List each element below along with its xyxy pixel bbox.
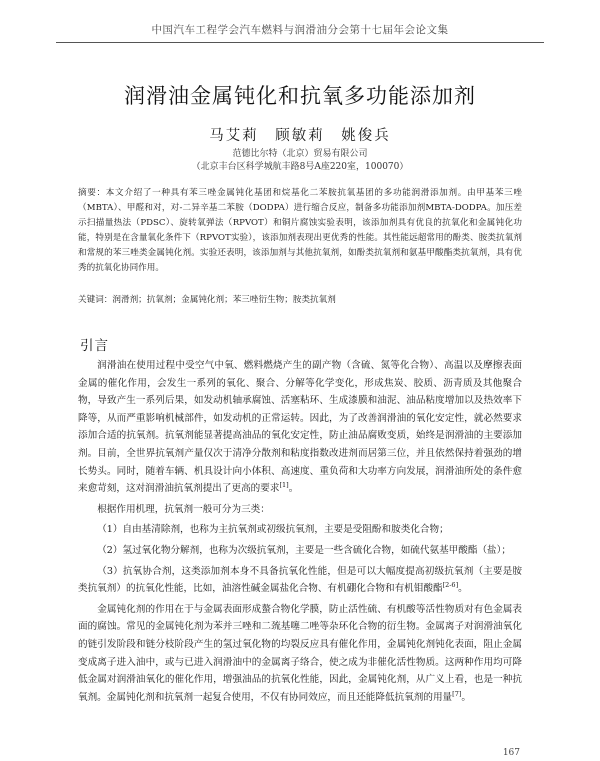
list-item-text: （3）抗氧协合剂，这类添加剂本身不具备抗氧化性能，但是可以大幅度提高初级抗氧剂（主要是胺类抗氧剂）的抗氧化性能，比如，油溶性碱金属盐化合物、有机硼化合物和有机钼酸酯 (78, 565, 522, 595)
paragraph (78, 357, 522, 498)
keywords (78, 293, 522, 305)
paragraph-text: 金属钝化剂的作用在于与金属表面形成螯合物化学膜，防止活性硫、有机酸等活性物质对有色金属表面的腐蚀。常见的金属钝化剂为苯并三唑和二巯基噻二唑等杂环化合物的衍生物。金属离子对润滑油氧化的链引发阶段和链分枝阶段产生的氢过氧化物的均裂反应具有催化作用，金属钝化剂钝化表面，阻止金属变成离子进入油中，或与已进入润滑油中的金属离子络合，使之成为非催化活性物质。这两种作用均可降低金属对润滑油氧化的催化作用，增强油品的抗氧化性能，因此，金属钝化剂，从广义上看，也是一种抗氧剂。金属钝化剂和抗氧剂一起复合使用，不仅有协同效应，而且还能降低抗氧剂的用量 (78, 603, 522, 703)
page-number: 167 (502, 748, 520, 758)
keywords-text: 润滑剂；抗氧剂；金属钝化剂；苯三唑衍生物；胺类抗氧剂 (112, 295, 336, 305)
citation: [1] (279, 480, 289, 489)
section-heading: 引言 (80, 338, 109, 354)
address: （北京丰台区科学城航丰路8号A座220室，100070） (191, 162, 409, 172)
list-item: （2）氢过氧化物分解剂，也称为次级抗氧剂，主要是一些含硫化合物，如硫代氨基甲酸酯（盐）； (97, 544, 512, 556)
header-rule (56, 42, 544, 43)
running-head: 中国汽车工程学会汽车燃料与润滑油分会第十七届年会论文集 (151, 24, 449, 36)
list-item: （1）自由基清除剂，也称为主抗氧剂或初级抗氧剂，主要是受阻酚和胺类化合物； (97, 524, 449, 536)
paper-title: 润滑油金属钝化和抗氧多功能添加剂 (124, 84, 476, 108)
list-item (78, 563, 522, 598)
abstract-text: 本文介绍了一种具有苯三唑金属钝化基团和烷基化二苯胺抗氧基团的多功能润滑添加剂。由甲基苯三唑（MBTA）、甲醛和对，对-二异辛基二苯胺（DODPA）进行缩合反应，制备多功能添加剂MBTA-DODPA。加压差示扫描量热法（PDSC）、旋转氧弹法（RPVOT）和铜片腐蚀实验表明，该添加剂具有优良的抗氧化和金属钝化功能，特别是在含量氧化条件下（RPVOT实验），该添加剂表现出更优秀的性能。其性能远超常用的酚类、胺类抗氧剂和常规的苯三唑类金属钝化剂。实验还表明，该添加剂与其他抗氧剂，如酚类抗氧剂和氨基甲酸酯类抗氧剂，具有优秀的抗氧化协同作用。 (78, 188, 522, 273)
paragraph (78, 601, 522, 707)
list-item-end: 。 (458, 583, 468, 595)
affiliation: 范德比尔特（北京）贸易有限公司 (232, 149, 368, 159)
paragraph-end: 。 (461, 691, 471, 703)
paragraph-end: 。 (288, 483, 299, 495)
authors: 马艾莉 顾敏莉 姚俊兵 (209, 128, 391, 144)
citation: [2-6] (442, 580, 459, 589)
paragraph: 根据作用机理，抗氧剂一般可分为三类： (97, 503, 270, 515)
paragraph-text: 润滑油在使用过程中受空气中氧、燃料燃烧产生的副产物（含硫、氮等化合物）、高温以及摩擦表面金属的催化作用，会发生一系列的氧化、聚合、分解等化学变化，形成焦炭、胶质、沥青质及其他聚合物，导致产生一系列后果，如发动机轴承腐蚀、活塞粘环、生成漆膜和油泥、油品粘度增加以及热效率下降等，从而严重影响机械部件，如发动机的正常运转。因此，为了改善润滑油的氧化安定性，就必然要求添加合适的抗氧剂。抗氧剂能显著提高油品的氧化安定性，防止油品腐败变质，始终是润滑油的主要添加剂。目前，全世界抗氧剂产量仅次于清净分散剂和粘度指数改进剂而居第三位，并且依然保持着强劲的增长势头。同时，随着车辆、机具设计向小体积、高速度、重负荷和大功率方向发展，润滑油所处的条件愈来愈苛刻，这对润滑油抗氧剂提出了更高的要求 (78, 360, 522, 495)
abstract (78, 186, 522, 276)
keywords-label: 关键词： (78, 295, 113, 305)
citation: [7] (452, 689, 462, 698)
body-text (78, 357, 522, 709)
abstract-label: 摘要： (78, 188, 106, 198)
